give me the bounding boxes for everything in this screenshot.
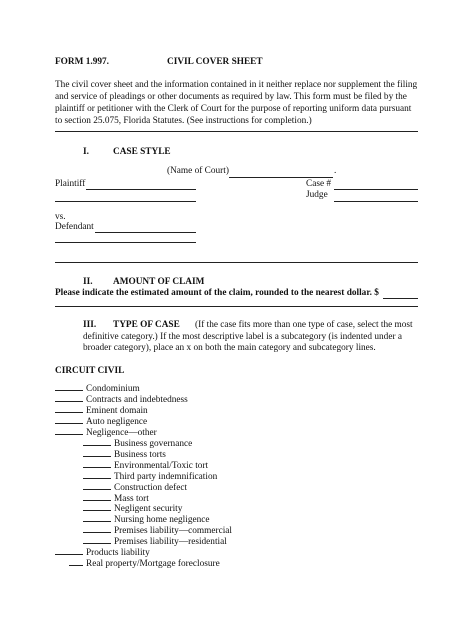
type-note-line: definitive category.) If the most descriptive label is a subcategory (is indented under a (83, 332, 402, 342)
intro-paragraph (55, 80, 418, 128)
divider (55, 306, 418, 307)
page-title: CIVIL COVER SHEET (167, 57, 263, 67)
plaintiff-label: Plaintiff (55, 179, 86, 189)
case-type-label: Eminent domain (86, 405, 148, 416)
case-type-label: Third party indemnification (114, 471, 218, 482)
case-type-label: Nursing home negligence (114, 515, 210, 526)
case-type-checkbox-line[interactable] (55, 546, 83, 555)
case-type-item (69, 557, 220, 571)
case-type-checkbox-line[interactable] (83, 492, 111, 501)
case-type-label: Real property/Mortgage foreclosure (86, 559, 220, 570)
intro-line: plaintiff or petitioner with the Clerk of Court for the purpose of reporting uniform data pursuant (55, 103, 412, 114)
case-type-label: Contracts and indebtedness (86, 394, 188, 405)
case-type-label: Mass tort (114, 493, 149, 504)
defendant-field[interactable] (95, 223, 196, 233)
section-1-number: I. (83, 147, 89, 157)
case-type-checkbox-line[interactable] (55, 382, 83, 391)
case-type-checkbox-line[interactable] (55, 415, 83, 424)
case-number-field[interactable] (334, 180, 418, 190)
section-2-number: II. (83, 277, 93, 287)
case-type-label: Auto negligence (86, 416, 148, 427)
vs-label: vs. (55, 212, 66, 222)
court-name-period: . (334, 166, 337, 176)
case-type-checkbox-line[interactable] (83, 470, 111, 479)
plaintiff-field[interactable] (86, 180, 196, 190)
type-note-line: (If the case fits more than one type of case, select the most (195, 320, 413, 330)
court-name-label: (Name of Court) (167, 166, 229, 176)
section-3-heading: TYPE OF CASE (113, 320, 180, 330)
intro-line: to section 25.075, Florida Statutes. (See instructions for completion.) (55, 115, 312, 126)
case-type-checkbox-line[interactable] (55, 426, 83, 435)
case-number-label: Case # (306, 179, 332, 189)
case-type-label: Premises liability—commercial (114, 526, 232, 537)
defendant-label: Defendant (55, 222, 94, 232)
circuit-civil-heading: CIRCUIT CIVIL (55, 366, 125, 376)
case-type-label: Condominium (86, 384, 140, 394)
claim-instruction: Please indicate the estimated amount of the claim, rounded to the nearest dollar. $ (55, 288, 379, 298)
case-type-checkbox-line[interactable] (83, 459, 111, 468)
intro-line: The civil cover sheet and the information contained in it neither replace nor supplement the filing (55, 80, 418, 90)
court-name-field[interactable] (229, 168, 333, 178)
case-type-checkbox-line[interactable] (83, 524, 111, 533)
case-type-label: Construction defect (114, 482, 188, 493)
case-type-label: Business torts (114, 449, 166, 460)
section-2-heading: AMOUNT OF CLAIM (113, 277, 205, 287)
form-number: FORM 1.997. (55, 57, 109, 67)
judge-label: Judge (306, 190, 328, 200)
case-type-label: Environmental/Toxic tort (114, 460, 209, 471)
case-type-label: Products liability (86, 548, 150, 559)
case-type-label: Business governance (114, 438, 193, 449)
case-type-checkbox-line[interactable] (83, 437, 111, 446)
case-type-label: Negligence—other (86, 427, 157, 438)
judge-field[interactable] (334, 192, 418, 202)
plaintiff-field-2[interactable] (55, 192, 196, 202)
case-type-label: Negligent security (114, 504, 183, 515)
section-3-number: III. (83, 320, 97, 330)
defendant-field-2[interactable] (55, 233, 196, 243)
section-1-heading: CASE STYLE (113, 147, 171, 157)
intro-line: and service of pleadings or other documents as required by law. This form must be filed by the (55, 91, 407, 102)
case-type-checkbox-line[interactable] (55, 404, 83, 413)
case-type-checkbox-line[interactable] (83, 535, 111, 544)
case-type-label: Premises liability—residential (114, 537, 227, 548)
divider (55, 131, 418, 132)
claim-amount-field[interactable] (383, 289, 418, 299)
case-type-checkbox-line[interactable] (69, 557, 83, 566)
case-type-checkbox-line[interactable] (83, 513, 111, 522)
divider (55, 262, 418, 263)
type-note-line: broader category), place an x on both the main category and subcategory lines. (83, 343, 376, 353)
case-type-checkbox-line[interactable] (83, 502, 111, 511)
case-type-checkbox-line[interactable] (55, 393, 83, 402)
case-type-checkbox-line[interactable] (83, 481, 111, 490)
case-type-checkbox-line[interactable] (83, 448, 111, 457)
